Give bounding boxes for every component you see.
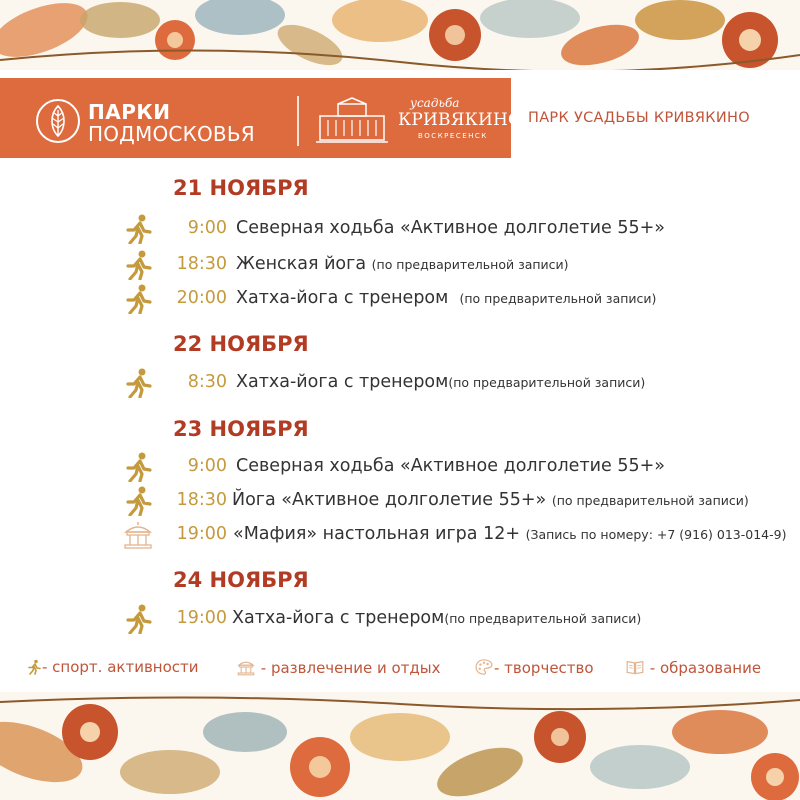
event-note: (по предварительной записи) — [551, 493, 749, 508]
event-note: (по предварительной записи) — [444, 611, 642, 626]
manor-house-icon — [316, 96, 388, 144]
sport-runner-icon — [122, 604, 154, 634]
header — [0, 70, 800, 166]
leaf-logo-icon — [35, 98, 81, 144]
event-note: (по предварительной записи) — [371, 257, 569, 272]
event-time: 20:00 — [176, 288, 227, 308]
event-row — [0, 214, 800, 244]
sport-runner-icon — [122, 214, 154, 244]
event-title: Хатха-йога с тренером(по предварительной записи) — [236, 372, 646, 392]
event-note: (по предварительной записи) — [448, 375, 646, 390]
sport-runner-icon — [122, 486, 154, 516]
floral-border-top — [0, 0, 800, 70]
carousel-icon — [122, 520, 154, 550]
logo-divider — [297, 96, 299, 146]
event-title: Хатха-йога с тренером(по предварительной записи) — [232, 608, 642, 628]
sport-runner-icon — [122, 368, 154, 398]
event-title: Северная ходьба «Активное долголетие 55+» — [236, 456, 665, 476]
floral-border-bottom — [0, 692, 800, 800]
sport-runner-icon — [122, 250, 154, 280]
event-row — [0, 604, 800, 634]
event-time: 9:00 — [187, 218, 227, 238]
event-row — [0, 368, 800, 398]
sport-runner-icon — [26, 659, 42, 675]
event-row — [0, 452, 800, 482]
event-row — [0, 284, 800, 314]
day-date: 24 НОЯБРЯ — [173, 568, 309, 592]
event-note: (Запись по номеру: +7 (916) 013-014-9) — [525, 527, 787, 542]
event-title: Хатха-йога с тренером (по предварительной записи) — [236, 288, 657, 308]
legend-sport: - спорт. активности — [26, 658, 199, 676]
legend-entertainment: - развлечение и отдых — [236, 658, 440, 677]
legend-education: - образование — [625, 658, 761, 677]
event-note: (по предварительной записи) — [459, 291, 657, 306]
krivyakino-wordmark: КРИВЯКИНО — [398, 110, 523, 130]
event-time: 18:30 — [176, 254, 227, 274]
voskresensk-label: ВОСКРЕСЕНСК — [418, 132, 488, 140]
park-name: ПАРК УСАДЬБЫ КРИВЯКИНО — [528, 110, 750, 126]
event-time: 19:00 — [176, 524, 227, 544]
logo-band — [0, 78, 523, 158]
day-date: 22 НОЯБРЯ — [173, 332, 309, 356]
legend-creativity: - творчество — [474, 658, 594, 677]
event-row — [0, 250, 800, 280]
event-time: 8:30 — [187, 372, 227, 392]
event-time: 19:00 — [176, 608, 227, 628]
event-row — [0, 486, 800, 516]
event-time: 18:30 — [176, 490, 227, 510]
legend — [0, 654, 800, 684]
brand-subtitle: ПОДМОСКОВЬЯ — [88, 122, 255, 146]
palette-icon — [474, 658, 494, 676]
usadba-script: усадьба — [410, 96, 460, 110]
event-title: Женская йога (по предварительной записи) — [236, 254, 569, 274]
book-icon — [625, 658, 645, 676]
event-row — [0, 520, 800, 550]
sport-runner-icon — [122, 284, 154, 314]
day-date: 23 НОЯБРЯ — [173, 417, 309, 441]
event-title: «Мафия» настольная игра 12+ (Запись по номеру: +7 (916) 013-014-9) — [233, 524, 787, 544]
carousel-icon — [236, 658, 256, 676]
event-title: Йога «Активное долголетие 55+» (по предварительной записи) — [232, 490, 749, 510]
day-date: 21 НОЯБРЯ — [173, 176, 309, 200]
event-time: 9:00 — [187, 456, 227, 476]
sport-runner-icon — [122, 452, 154, 482]
brand-title: ПАРКИ — [88, 100, 171, 124]
event-title: Северная ходьба «Активное долголетие 55+» — [236, 218, 665, 238]
